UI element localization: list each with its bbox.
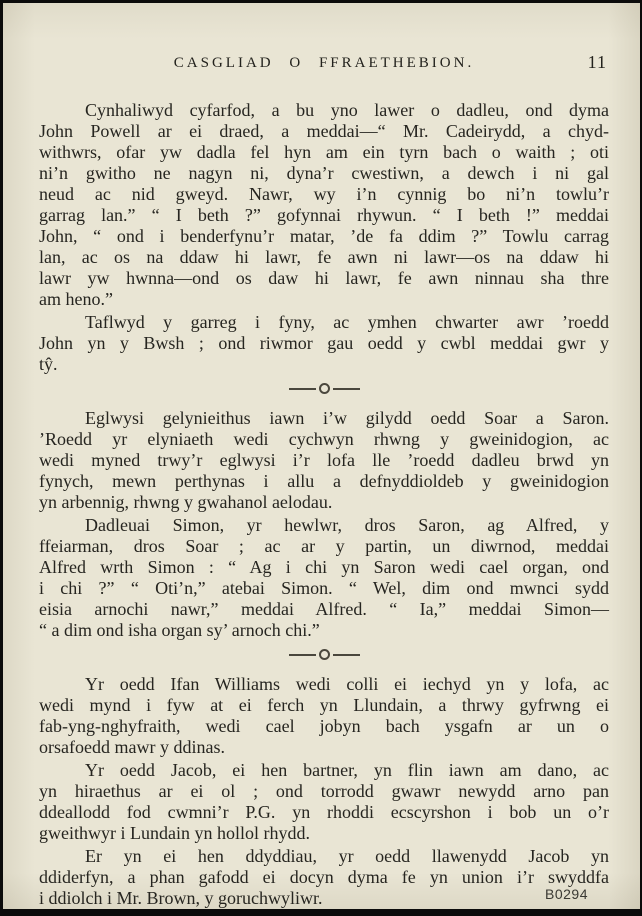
text-line: ddiderfyn, a phan gafodd ei docyn dyma fe yn union i’r swyddfa — [39, 867, 609, 887]
text-line: gweithwyr i Lundain yn hollol rhydd. — [39, 823, 310, 843]
text-line: fab-yng-nghyfraith, wedi cael jobyn bach ysgafn ar un o — [39, 716, 609, 736]
section-divider — [39, 650, 609, 659]
divider-rule — [289, 654, 316, 656]
text-line: yn hiraethus ar ei ol ; ond torrodd gwawr newydd arno pan — [39, 781, 609, 801]
paragraph — [39, 515, 609, 641]
text-line: Eglwysi gelynieithus iawn i’w gilydd oedd Soar a Saron. — [85, 408, 609, 428]
text-line: Taflwyd y garreg i fyny, ac ymhen chwarter awr ’roedd — [85, 312, 609, 332]
text-line: Yr oedd Jacob, ei hen bartner, yn flin iawn am dano, ac — [85, 760, 609, 780]
text-line: lawr yw hwnna—ond os daw hi lawr, fe awn ninnau sha thre — [39, 268, 609, 288]
text-line: Dadleuai Simon, yr hewlwr, dros Saron, ag Alfred, y — [85, 515, 609, 535]
text-line: wedi mynd i fyw at ei ferch yn Llundain, a thrwy gyfrwng ei — [39, 695, 609, 715]
text-line: orsafoedd mawr y ddinas. — [39, 737, 225, 757]
text-line: eisia arnochi nawr,” meddai Alfred. “ Ia,” meddai Simon— — [39, 599, 609, 619]
page-number: 11 — [587, 52, 607, 72]
paragraph — [39, 674, 609, 758]
catalog-stamp: B0294 — [545, 886, 588, 902]
text-line: tŷ. — [39, 354, 58, 374]
text-line: yn arbennig, rhwng y gwahanol aelodau. — [39, 492, 333, 512]
paragraph — [39, 100, 609, 310]
divider-rule — [333, 388, 360, 390]
text-line: “ a dim ond isha organ sy’ arnoch chi.” — [39, 620, 320, 640]
text-line: ffeiarman, dros Soar ; ac ar y partin, un diwrnod, meddai — [39, 536, 609, 556]
running-title: CASGLIAD O FFRAETHEBION. — [173, 55, 475, 71]
text-line: John, “ ond i benderfynu’r matar, ’de fa ddim ?” Towlu carrag — [39, 226, 609, 246]
text-line: Cynhaliwyd cyfarfod, a bu yno lawer o dadleu, ond dyma — [85, 100, 609, 120]
text-line: i chi ?” “ Oti’n,” atebai Simon. “ Wel, dim ond mwnci sydd — [39, 578, 609, 598]
divider-rule — [289, 388, 316, 390]
divider-rule — [333, 654, 360, 656]
text-line: ’Roedd yr elyniaeth wedi cychwyn rhwng y gweinidogion, ac — [39, 429, 609, 449]
divider-circle-ornament — [319, 383, 330, 394]
text-line: ddeallodd fod cwmni’r P.G. yn rhoddi ecscyrshon i bob un o’r — [39, 802, 609, 822]
text-line: neud ac nid gweyd. Nawr, wy i’n cynnig bo ni’n towlu’r — [39, 184, 609, 204]
text-line: am heno.” — [39, 289, 113, 309]
divider-circle-ornament — [319, 649, 330, 660]
text-line: lan, ac os na ddaw hi lawr, fe awn ni lawr—os na ddaw hi — [39, 247, 609, 267]
text-line: Alfred wrth Simon : “ Ag i chi yn Saron wedi cael organ, ond — [39, 557, 609, 577]
page-header — [39, 52, 609, 77]
text-line: wedi myned trwy’r eglwysi i’r lofa lle ’roedd dadleu brwd yn — [39, 450, 609, 470]
text-line: John yn y Bwsh ; ond riwmor gau oedd y cwbl meddai gwr y — [39, 333, 609, 353]
text-line: garrag lan.” “ I beth ?” gofynnai rhywun. “ I beth !” meddai — [39, 205, 609, 225]
text-line: withwrs, ofar yw dadla fel hyn am ein tyrn bach o waith ; oti — [39, 142, 609, 162]
section-divider — [39, 384, 609, 393]
text-line: Yr oedd Ifan Williams wedi colli ei iechyd yn y lofa, ac — [85, 674, 609, 694]
paragraph — [39, 408, 609, 513]
paragraph — [39, 760, 609, 844]
text-line: John Powell ar ei draed, a meddai—“ Mr. Cadeirydd, a chyd- — [39, 121, 609, 141]
text-line: fynych, mewn perthynas i allu a defnyddioldeb y gweinidogion — [39, 471, 609, 491]
paragraph — [39, 846, 609, 909]
page-body — [39, 100, 609, 909]
text-line: i ddiolch i Mr. Brown, y goruchwyliwr. — [39, 888, 323, 908]
text-line: ni’n gwitho ne nagyn ni, dyna’r cwestiwn, a dewch i ni gal — [39, 163, 609, 183]
text-line: Er yn ei hen ddyddiau, yr oedd llawenydd Jacob yn — [85, 846, 609, 866]
paragraph — [39, 312, 609, 375]
